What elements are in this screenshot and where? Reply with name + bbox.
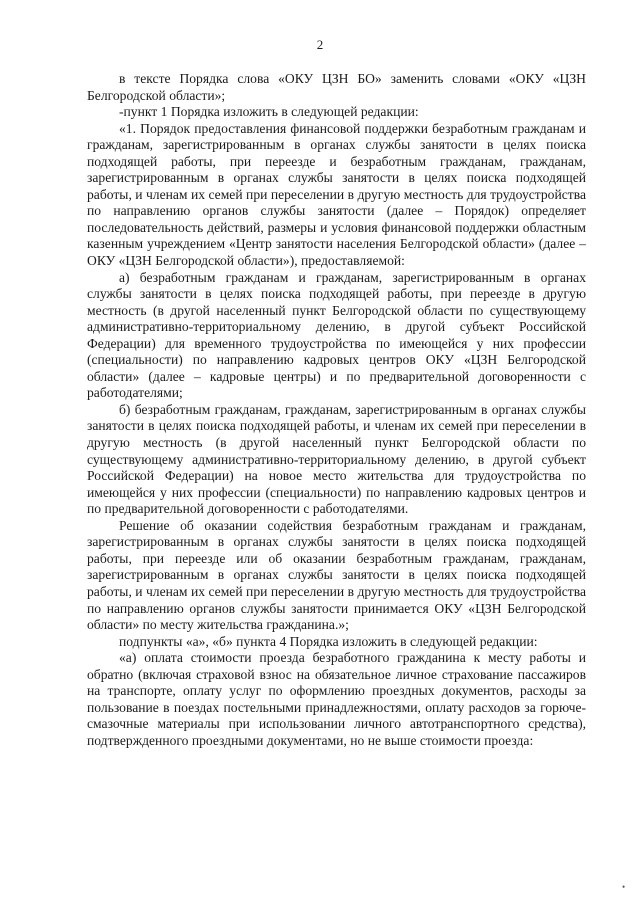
- scan-mark: •: [622, 882, 626, 892]
- paragraph-point-4-intro: подпункты «а», «б» пункта 4 Порядка изложить в следующей редакции:: [119, 633, 538, 649]
- paragraph-rename: в тексте Порядка слова «ОКУ ЦЗН БО» заменить словами «ОКУ «ЦЗН Белгородской области»;: [87, 71, 586, 103]
- paragraph-point-1-intro: -пункт 1 Порядка изложить в следующей редакции:: [119, 104, 419, 120]
- paragraph-subpoint-b: б) безработным гражданам, гражданам, зарегистрированным в органах службы занятости в целях поиска подходящей работы, и членам их семей при переселении в другую местность (в другой населенный пункт Белгородской области по существующему административно-территориальному делению, в другой субъект Российской Федерации) на новое место жительства для трудоустройства по имеющейся у них профессии (специальности) по направлению кадровых центров и по предварительной договоренности с работодателями.: [87, 401, 586, 517]
- document-body: [87, 71, 586, 749]
- paragraph-point-4-a: «а) оплата стоимости проезда безработного гражданина к месту работы и обратно (включая страховой взнос на обязательное личное страхование пассажиров на транспорте, оплату услуг по оформлению проездных документов, расходы за пользование в поездах постельными принадлежностями, оплату расходов за горюче-смазочные материалы при использовании личного автотранспортного средства), подтвержденного проездными документами, но не выше стоимости проезда:: [87, 650, 586, 748]
- paragraph-subpoint-a: а) безработным гражданам и гражданам, зарегистрированным в органах службы занятости в целях поиска подходящей работы, при переезде в другую местность (в другой населенный пункт Белгородской области по существующему административно-территориальному делению, в другой субъект Российской Федерации) для временного трудоустройства по имеющейся у них профессии (специальности) по направлению кадровых центров ОКУ «ЦЗН Белгородской области» (далее – кадровые центры) и по предварительной договоренности с работодателями;: [87, 269, 586, 401]
- paragraph-decision: Решение об оказании содействия безработным гражданам и гражданам, зарегистрированным в органах службы занятости в целях поиска подходящей работы, при переезде или об оказании безработным гражданам, гражданам, зарегистрированным в органах службы занятости в целях поиска подходящей работы, и членам их семей при переселении в другую местность для трудоустройства по направлению органов службы занятости принимается ОКУ «ЦЗН Белгородской области» по месту жительства гражданина.»;: [87, 517, 586, 633]
- page-number: 2: [316, 37, 324, 52]
- paragraph-point-1-text: «1. Порядок предоставления финансовой поддержки безработным гражданам и гражданам, зарегистрированным в органах службы занятости в целях поиска подходящей работы, при переезде и безработным гражданам, гражданам, зарегистрированным в органах службы занятости в целях поиска подходящей работы, и членам их семей при переселении в другую местность для трудоустройства по направлению органов службы занятости (далее – Порядок) определяет последовательность действий, размеры и условия финансовой поддержки областным казенным учреждением «Центр занятости населения Белгородской области» (далее – ОКУ «ЦЗН Белгородской области»), предоставляемой:: [87, 120, 586, 269]
